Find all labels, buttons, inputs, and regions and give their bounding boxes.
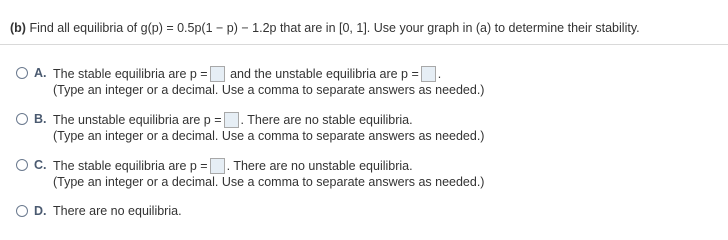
- option-b-text-after: . There are no stable equilibria.: [240, 113, 413, 127]
- option-b-statement: [53, 112, 413, 128]
- option-d-statement: There are no equilibria.: [53, 204, 182, 218]
- option-d-radio[interactable]: [16, 205, 28, 217]
- unstable-equilibria-input[interactable]: [224, 112, 239, 128]
- divider: [0, 44, 728, 45]
- option-c-text-after: . There are no unstable equilibria.: [226, 159, 413, 173]
- option-c-radio[interactable]: [16, 159, 28, 171]
- option-a-text-middle: and the unstable equilibria are p =: [230, 67, 419, 81]
- option-a-statement: [53, 66, 441, 82]
- stable-equilibria-input[interactable]: [210, 66, 225, 82]
- question-part-label: (b): [10, 21, 26, 35]
- stable-equilibria-input[interactable]: [210, 158, 225, 174]
- option-c-text-before: The stable equilibria are p =: [53, 159, 208, 173]
- option-b-text-before: The unstable equilibria are p =: [53, 113, 222, 127]
- option-b-hint: (Type an integer or a decimal. Use a comma to separate answers as needed.): [53, 129, 485, 143]
- option-a-radio[interactable]: [16, 67, 28, 79]
- option-b-radio[interactable]: [16, 113, 28, 125]
- option-c-hint: (Type an integer or a decimal. Use a comma to separate answers as needed.): [53, 175, 485, 189]
- question-text: Find all equilibria of g(p) = 0.5p(1 − p) − 1.2p that are in [0, 1]. Use your graph in (a) to determine their stability.: [29, 21, 640, 35]
- option-a-hint: (Type an integer or a decimal. Use a comma to separate answers as needed.): [53, 83, 485, 97]
- question-prompt: [10, 21, 640, 35]
- unstable-equilibria-input[interactable]: [421, 66, 436, 82]
- option-a-text-before: The stable equilibria are p =: [53, 67, 208, 81]
- option-a-text-after: .: [437, 67, 442, 81]
- option-a-letter: A.: [34, 66, 47, 80]
- option-d-letter: D.: [34, 204, 47, 218]
- option-c-letter: C.: [34, 158, 47, 172]
- option-b-letter: B.: [34, 112, 47, 126]
- option-c-statement: [53, 158, 413, 174]
